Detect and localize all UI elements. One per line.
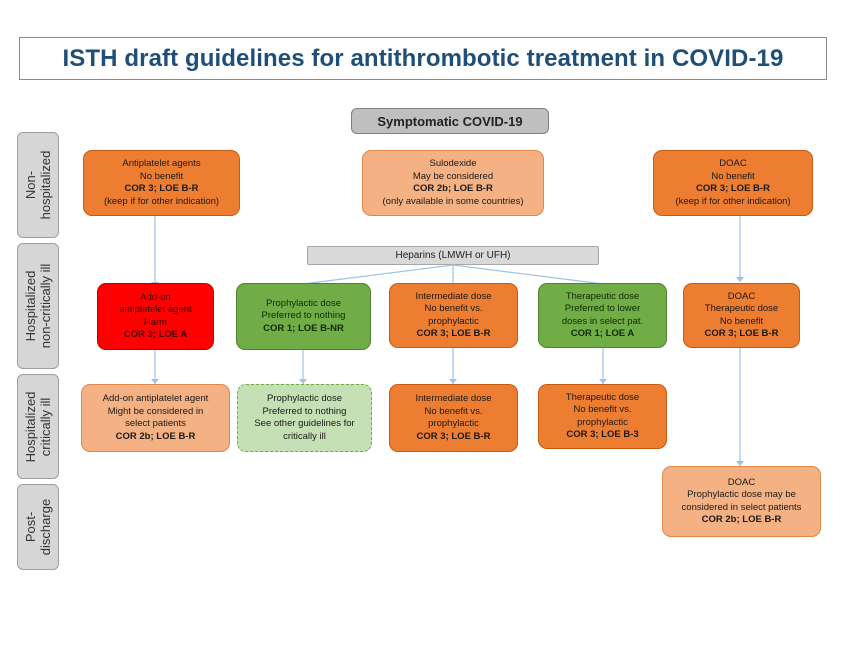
box-recommendation: COR 2b; LOE B-R	[413, 183, 493, 194]
box-line: Add-on antiplatelet agent	[102, 393, 209, 404]
box-line: Prophylactic dose may be	[687, 489, 796, 500]
row-label-text: Hospitalized critically ill	[23, 391, 53, 462]
prophylactic-dose-crit-box	[237, 384, 372, 452]
box-recommendation: COR 1; LOE A	[570, 328, 635, 339]
box-line: Therapeutic dose	[565, 391, 640, 403]
box-line: DOAC	[727, 476, 756, 488]
row-label-text: Post- discharge	[23, 498, 53, 556]
antiplatelet-agents-box	[83, 150, 240, 216]
box-line: Harm	[143, 316, 168, 328]
box-line: Preferred to lower	[564, 303, 641, 314]
box-line: Therapeutic dose	[704, 303, 779, 314]
box-line: (only available in some countries)	[382, 195, 524, 207]
sulodexide-box	[362, 150, 544, 216]
box-line: Antiplatelet agents	[122, 158, 201, 169]
box-line: No benefit vs.	[573, 404, 632, 415]
addon-antiplatelet-crit-box	[81, 384, 230, 452]
therapeutic-dose-crit-box	[538, 384, 667, 449]
box-recommendation: COR 3; LOE B-R	[416, 328, 491, 339]
doac-nonhosp-box	[653, 150, 813, 216]
symptomatic-covid-header: Symptomatic COVID-19	[351, 108, 549, 134]
box-recommendation: COR 3; LOE B-3	[566, 429, 639, 440]
connector-heparins-therapeutic	[453, 265, 603, 284]
box-recommendation: COR 3; LOE A	[123, 329, 188, 340]
box-line: DOAC	[719, 158, 747, 169]
connector-heparins-prophylactic	[303, 265, 453, 284]
box-line: Sulodexide	[429, 158, 477, 169]
box-recommendation: COR 3; LOE B-R	[416, 430, 491, 442]
box-recommendation: COR 2b; LOE B-R	[115, 430, 196, 442]
row-label-text: Hospitalized non-critically ill	[23, 263, 53, 349]
box-line: See other guidelines for	[254, 418, 355, 429]
box-line: critically ill	[283, 430, 326, 442]
box-line: antiplatelet agent	[119, 304, 192, 315]
intermediate-dose-crit-box	[389, 384, 518, 452]
box-recommendation: COR 1; LOE B-NR	[263, 322, 344, 334]
prophylactic-dose-noncrit-box	[236, 283, 371, 350]
box-recommendation: COR 3; LOE B-R	[704, 328, 779, 339]
box-line: Intermediate dose	[415, 290, 492, 302]
box-line: Add-on	[140, 291, 171, 303]
box-line: Prophylactic dose	[267, 393, 342, 404]
box-line: prophylactic	[428, 418, 479, 429]
box-line: Prophylactic dose	[266, 297, 341, 309]
box-line: select patients	[125, 418, 186, 429]
box-line: (keep if for other indication)	[675, 195, 791, 207]
box-line: May be considered	[412, 170, 494, 182]
addon-antiplatelet-noncrit-box	[97, 283, 214, 350]
box-line: Therapeutic dose	[565, 290, 640, 302]
box-line: prophylactic	[577, 416, 628, 428]
box-line: prophylactic	[428, 315, 479, 327]
box-recommendation: COR 3; LOE B-R	[124, 183, 199, 194]
box-line: doses in select pat.	[561, 315, 644, 327]
box-line: No benefit	[719, 315, 764, 327]
doac-noncrit-box	[683, 283, 800, 348]
box-line: (keep if for other indication)	[103, 195, 220, 207]
box-line: No benefit	[139, 170, 184, 182]
page-title: ISTH draft guidelines for antithrombotic treatment in COVID-19	[19, 37, 827, 80]
box-line: No benefit	[711, 170, 755, 182]
box-line: Preferred to nothing	[261, 310, 346, 322]
box-recommendation: COR 3; LOE B-R	[696, 183, 770, 194]
box-line: Preferred to nothing	[262, 405, 347, 417]
box-line: Might be considered in	[107, 405, 204, 417]
row-label-text: Non- hospitalized	[23, 150, 53, 220]
box-line: No benefit vs.	[424, 303, 483, 314]
box-line: Intermediate dose	[415, 393, 492, 404]
therapeutic-dose-noncrit-box	[538, 283, 667, 348]
box-line: No benefit vs.	[424, 405, 483, 417]
doac-post-discharge-box	[662, 466, 821, 537]
intermediate-dose-noncrit-box	[389, 283, 518, 348]
box-recommendation: COR 2b; LOE B-R	[701, 514, 782, 525]
box-line: DOAC	[727, 290, 756, 302]
box-line: considered in select patients	[681, 501, 802, 513]
arrowhead	[736, 277, 744, 282]
heparins-bar: Heparins (LMWH or UFH)	[307, 246, 599, 265]
